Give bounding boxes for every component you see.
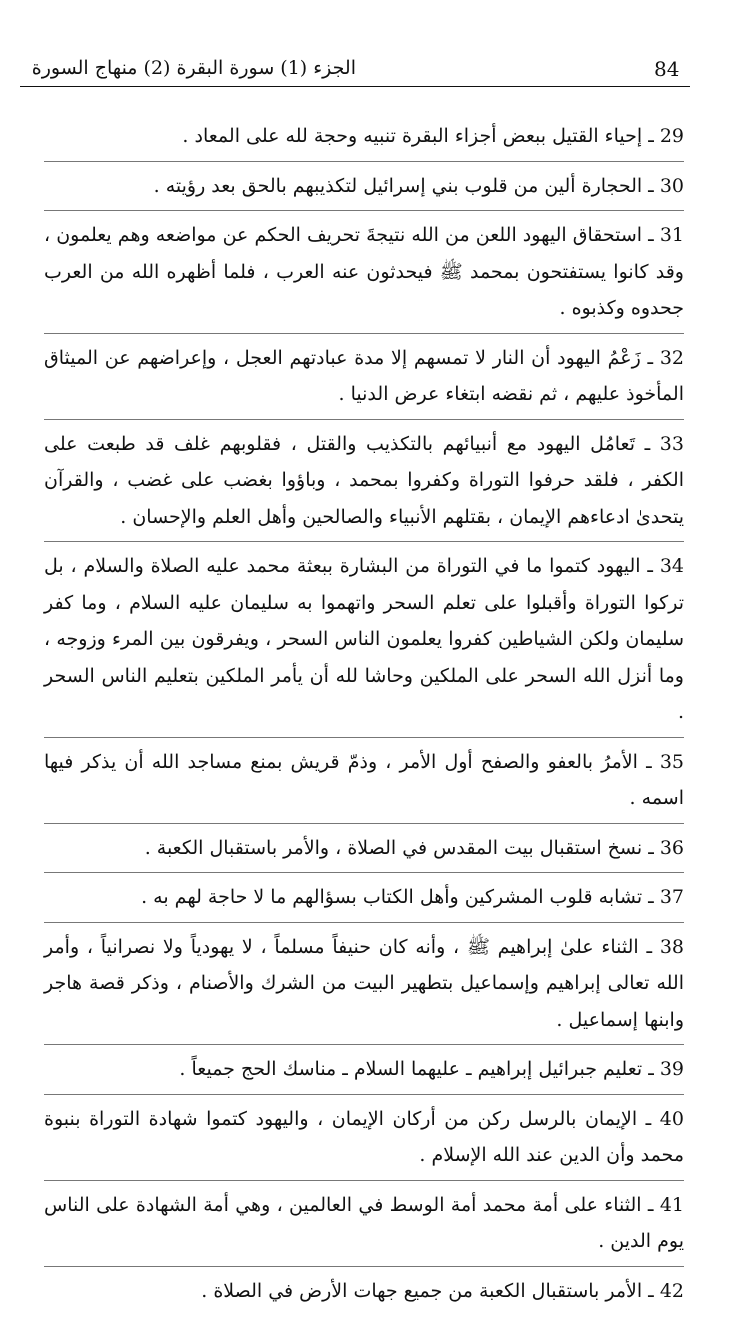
item-number: 35 (659, 750, 684, 773)
item-text: ـ اليهود كتموا ما في التوراة من البشارة ببعثة محمد عليه الصلاة والسلام ، بل تركوا التوراة وأقبلوا على تعلم السحر واتهموا به سليمان عليه السلام ، وما كفر سليمان ولكن الشياطين كفروا يعلمون الناس السحر ، ويفرقون بين المرء وزوجه ، وما أنزل الله السحر على الملكين وحاشا لله أن يأمر الملكين بتعليم الناس السحر . (44, 555, 684, 723)
list-item (44, 1187, 684, 1267)
list-item (44, 1051, 684, 1095)
list-item (44, 1273, 684, 1316)
item-number: 32 (659, 346, 685, 369)
item-number: 29 (659, 125, 684, 147)
item-text: ـ الأمرُ بالعفو والصفح أول الأمر ، وذمّ قريش بمنع مساجد الله أن يذكر فيها اسمه . (44, 750, 684, 809)
item-number: 38 (659, 935, 684, 958)
list-item (44, 118, 684, 162)
page-number: 84 (654, 57, 680, 81)
item-text: ـ الحجارة ألين من قلوب بني إسرائيل لتكذيبهم بالحق بعد رؤيته . (153, 174, 654, 197)
item-text: ـ استحقاق اليهود اللعن من الله نتيجةَ تحريف الحكم عن مواضعه وهم يعلمون ، وقد كانوا يستفتحون بمحمد ﷺ فيحدثون عنه العرب ، فلما أظهره الله من العرب جحدوه وكذبوه . (44, 224, 684, 319)
list-item (44, 168, 684, 212)
item-text: ـ الأمر باستقبال الكعبة من جميع جهات الأرض في الصلاة . (201, 1279, 654, 1302)
item-number: 42 (659, 1279, 684, 1302)
item-number: 30 (659, 174, 684, 197)
item-text: ـ زَعْمُ اليهود أن النار لا تمسهم إلا مدة عبادتهم العجل ، وإعراضهم عن الميثاق المأخوذ عليهم ، ثم نقضه ابتغاء عرض الدنيا . (44, 346, 684, 405)
list-item (44, 830, 684, 874)
list-item (44, 744, 684, 824)
item-text: ـ إحياء القتيل ببعض أجزاء البقرة تنبيه وحجة لله على المعاد . (182, 125, 654, 147)
item-number: 41 (659, 1193, 684, 1216)
page-header (20, 54, 690, 88)
item-list (44, 118, 684, 1321)
item-text: ـ نسخ استقبال بيت المقدس في الصلاة ، والأمر باستقبال الكعبة . (144, 836, 654, 859)
item-number: 37 (659, 886, 684, 908)
list-item (44, 340, 684, 420)
item-text: ـ الثناء على أمة محمد أمة الوسط في العالمين ، وهي أمة الشهادة على الناس يوم الدين . (44, 1193, 684, 1252)
item-text: ـ تعليم جبرائيل إبراهيم ـ عليهما السلام ـ مناسك الحج جميعاً . (179, 1058, 654, 1080)
item-number: 34 (659, 555, 684, 577)
list-item (44, 217, 684, 334)
item-number: 33 (659, 432, 684, 455)
item-text: ـ الإيمان بالرسل ركن من أركان الإيمان ، واليهود كتموا شهادة التوراة بنبوة محمد وأن الدين عند الله الإسلام . (44, 1107, 684, 1166)
list-item (44, 879, 684, 923)
list-item (44, 426, 684, 543)
item-number: 39 (659, 1058, 684, 1080)
list-item (44, 548, 684, 738)
running-title: الجزء (1) سورة البقرة (2) منهاج السورة (31, 57, 356, 79)
header-rule (20, 86, 690, 87)
item-text: ـ تشابه قلوب المشركين وأهل الكتاب بسؤالهم ما لا حاجة لهم به . (141, 886, 654, 908)
item-text: ـ تَعامُل اليهود مع أنبيائهم بالتكذيب والقتل ، فقلوبهم غلف قد طبعت على الكفر ، فلقد حرفوا التوراة وكفروا بمحمد ، وباؤوا بغضب على غضب ، والقرآن يتحدىٰ ادعاءهم الإيمان ، بقتلهم الأنبياء والصالحين وأهل العلم والإحسان . (44, 432, 684, 528)
item-number: 40 (659, 1107, 684, 1130)
list-item (44, 1101, 684, 1181)
item-text: ـ الثناء علىٰ إبراهيم ﷺ ، وأنه كان حنيفاً مسلماً ، لا يهودياً ولا نصرانياً ، وأمر الله تعالى إبراهيم وإسماعيل بتطهير البيت من الشرك والأصنام ، وذكر قصة هاجر وابنها إسماعيل . (44, 935, 684, 1031)
list-item (44, 929, 684, 1046)
item-number: 31 (659, 224, 684, 246)
item-number: 36 (659, 836, 684, 859)
